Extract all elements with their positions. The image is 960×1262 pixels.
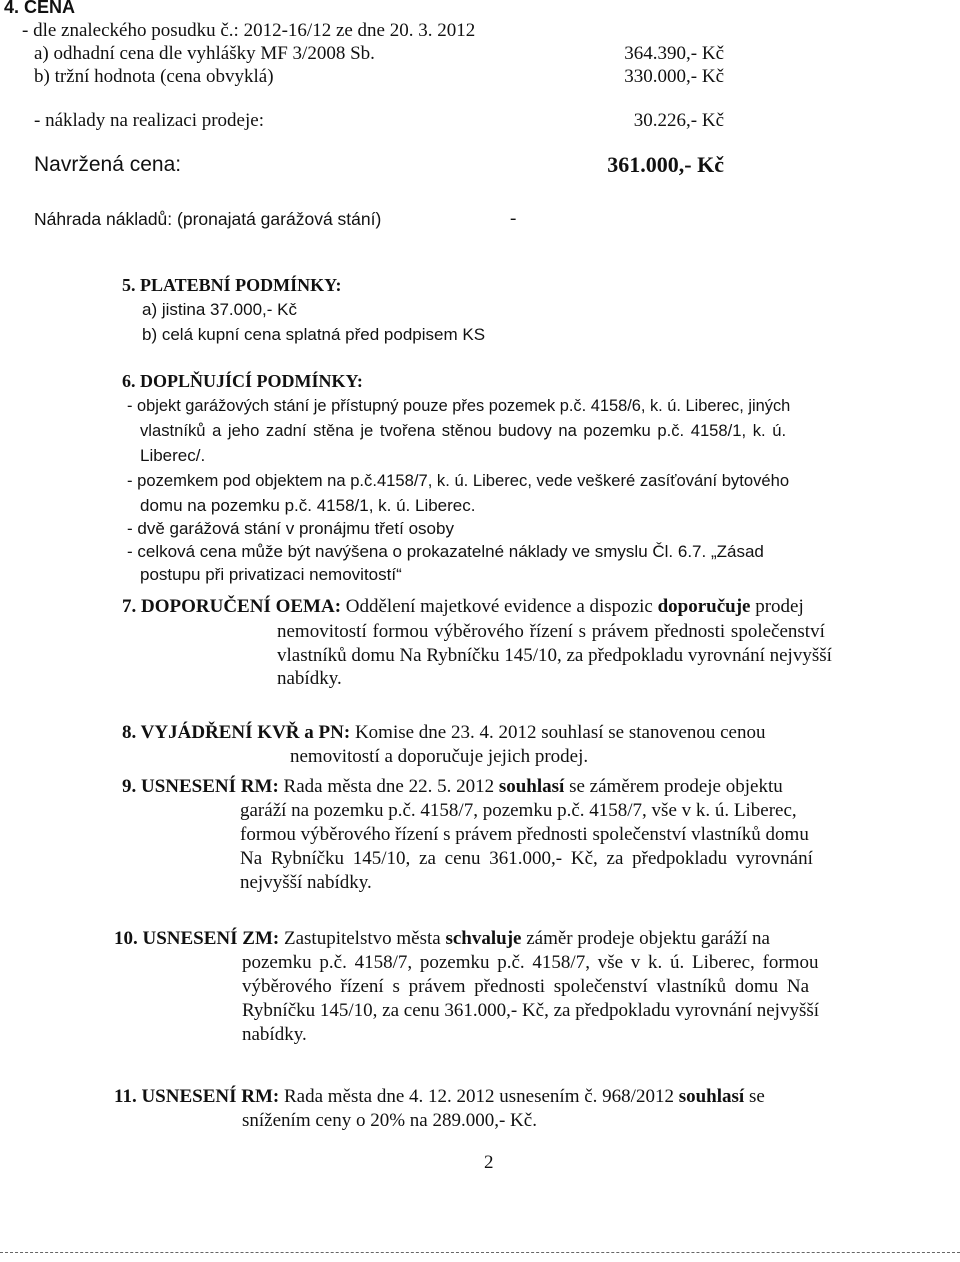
section-10-bold: schvaluje	[445, 928, 522, 949]
section-10-lead: Zastupitelstvo města	[283, 928, 441, 949]
section-9-lead: Rada města dne 22. 5. 2012	[283, 776, 495, 797]
section-6-heading: 6. DOPLŇUJÍCÍ PODMÍNKY:	[122, 371, 363, 391]
condition-line-7: - celková cena může být navýšena o prokazatelné náklady ve smyslu Čl. 6.7. „Zásad	[127, 542, 764, 561]
section-9-line-4: Na Rybníčku 145/10, za cenu 361.000,- Kč, za předpokladu vyrovnání	[240, 848, 813, 869]
section-9-heading: 9. USNESENÍ RM:	[122, 776, 279, 797]
condition-line-6: - dvě garážová stání v pronájmu třetí osoby	[127, 519, 454, 538]
section-9-line-3: formou výběrového řízení s právem přednosti společenství vlastníků domu	[240, 824, 809, 845]
section-9-line-5: nejvyšší nabídky.	[240, 872, 372, 893]
section-7-line-2: nemovitostí formou výběrového řízení s právem přednosti společenství	[277, 621, 825, 642]
section-8-line-2: nemovitostí a doporučuje jejich prodej.	[290, 746, 589, 767]
section-11-lead: Rada města dne 4. 12. 2012 usnesením č. 968/2012	[283, 1086, 674, 1107]
sale-costs-label: - náklady na realizaci prodeje:	[34, 110, 264, 131]
sale-costs-value: 30.226,- Kč	[633, 110, 724, 131]
market-value-label: b) tržní hodnota (cena obvyklá)	[34, 66, 274, 87]
payment-full-price: b) celá kupní cena splatná před podpisem KS	[142, 325, 486, 344]
section-10-line-3: výběrového řízení s právem přednosti společenství vlastníků domu Na	[242, 976, 810, 997]
section-7-heading: 7. DOPORUČENÍ OEMA:	[122, 596, 342, 617]
condition-line-4: - pozemkem pod objektem na p.č.4158/7, k. ú. Liberec, vede veškeré zasíťování bytového	[127, 471, 790, 490]
cost-reimbursement-value: -	[510, 208, 517, 229]
section-8-line-1	[122, 722, 766, 744]
section-10-heading: 10. USNESENÍ ZM:	[114, 928, 280, 949]
condition-line-1: - objekt garážových stání je přístupný pouze přes pozemek p.č. 4158/6, k. ú. Liberec, jiných	[127, 397, 791, 415]
section-9-rest: se záměrem prodeje objektu	[569, 776, 783, 797]
condition-line-3: Liberec/.	[140, 446, 206, 465]
section-11-line-2: snížením ceny o 20% na 289.000,- Kč.	[242, 1110, 537, 1131]
section-7-rest: prodej	[755, 596, 804, 617]
section-7-line-1	[122, 596, 804, 618]
section-7-line-3: vlastníků domu Na Rybníčku 145/10, za předpokladu vyrovnání nejvyšší	[277, 645, 832, 666]
condition-line-8: postupu při privatizaci nemovitostí“	[140, 565, 402, 584]
bottom-divider	[0, 1252, 960, 1253]
page-number: 2	[484, 1152, 494, 1173]
appraised-price-value: 364.390,- Kč	[624, 43, 724, 64]
appraised-price-label: a) odhadní cena dle vyhlášky MF 3/2008 Sb.	[34, 43, 375, 64]
section-10-line-2: pozemku p.č. 4158/7, pozemku p.č. 4158/7, vše v k. ú. Liberec, formou	[242, 952, 819, 973]
section-11-bold: souhlasí	[678, 1086, 745, 1107]
market-value-value: 330.000,- Kč	[624, 66, 724, 87]
section-11-line-1	[114, 1086, 765, 1108]
payment-deposit: a) jistina 37.000,- Kč	[142, 300, 297, 319]
condition-line-2: vlastníků a jeho zadní stěna je tvořena stěnou budovy na pozemku p.č. 4158/1, k. ú.	[140, 421, 787, 440]
cost-reimbursement-label: Náhrada nákladů: (pronajatá garážová stání)	[34, 209, 382, 229]
section-8-text: Komise dne 23. 4. 2012 souhlasí se stanovenou cenou	[354, 722, 766, 743]
section-10-line-5: nabídky.	[242, 1024, 307, 1045]
section-9-line-1	[122, 776, 783, 798]
proposed-price-value: 361.000,- Kč	[607, 152, 724, 177]
section-9-bold: souhlasí	[498, 776, 565, 797]
condition-line-5: domu na pozemku p.č. 4158/1, k. ú. Liberec.	[140, 496, 476, 515]
section-4-heading: 4. CENA	[4, 0, 76, 17]
section-10-line-1	[114, 928, 770, 950]
section-7-line-4: nabídky.	[277, 668, 342, 689]
section-10-rest: záměr prodeje objektu garáží na	[526, 928, 770, 949]
section-7-bold: doporučuje	[657, 596, 751, 617]
expert-report-line: - dle znaleckého posudku č.: 2012-16/12 ze dne 20. 3. 2012	[22, 20, 476, 41]
proposed-price-label: Navržená cena:	[34, 153, 182, 176]
section-7-lead: Oddělení majetkové evidence a dispozic	[345, 596, 653, 617]
section-9-line-2: garáží na pozemku p.č. 4158/7, pozemku p.č. 4158/7, vše v k. ú. Liberec,	[240, 800, 797, 821]
section-8-heading: 8. VYJÁDŘENÍ KVŘ a PN:	[122, 722, 351, 743]
section-11-rest: se	[748, 1086, 765, 1107]
section-5-heading: 5. PLATEBNÍ PODMÍNKY:	[122, 275, 342, 295]
section-11-heading: 11. USNESENÍ RM:	[114, 1086, 280, 1107]
section-10-line-4: Rybníčku 145/10, za cenu 361.000,- Kč, za předpokladu vyrovnání nejvyšší	[242, 1000, 820, 1021]
